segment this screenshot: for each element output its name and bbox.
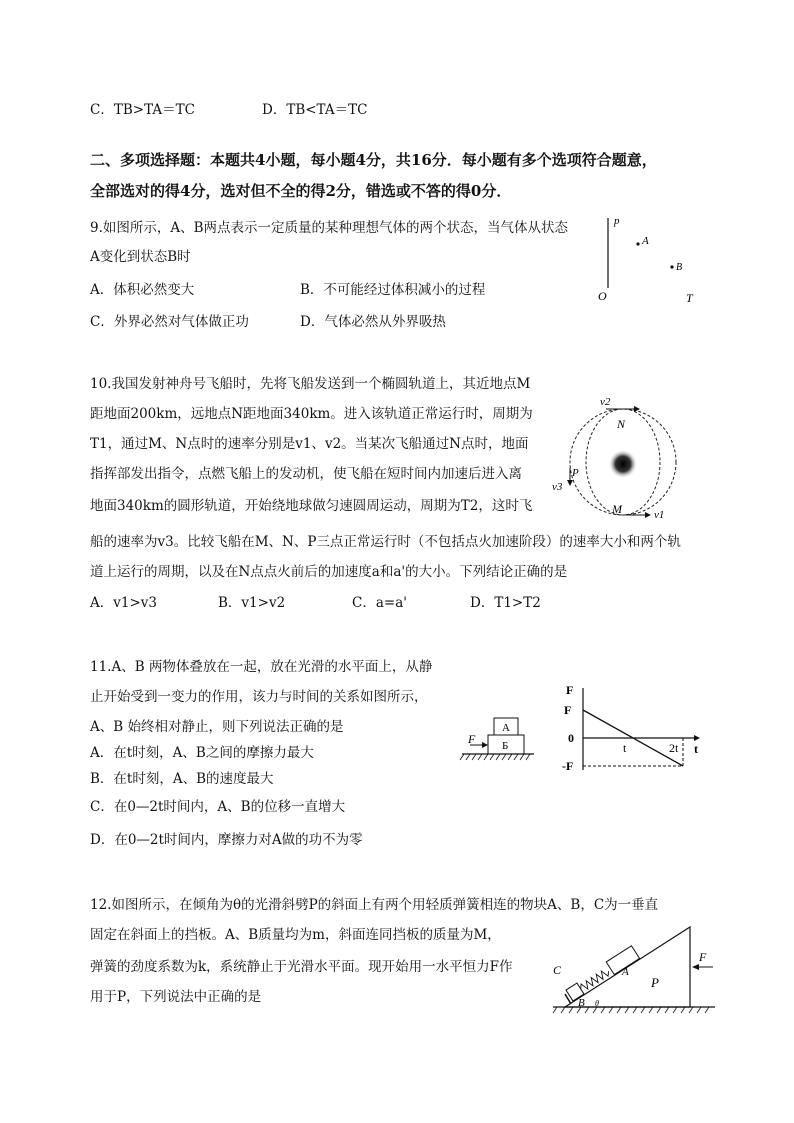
chart-y-tick-label: 0 [568,731,574,745]
q10-line1: 10.我国发射神舟号飞船时，先将飞船发送到一个椭圆轨道上，其近地点M [90,376,531,392]
q10-option-a: A．v1>v3 [90,595,157,611]
q11-option-a: A．在t时刻，A、B之间的摩擦力最大 [90,745,314,761]
q9-label-t: T [686,291,693,305]
q11-label-b: Б [502,740,509,752]
q10-option-c: C．a=a' [352,595,407,611]
q11-line3: A、B 始终相对静止，则下列说法正确的是 [90,719,344,735]
earth-icon [609,450,637,478]
q10-label-v2: v2 [600,396,611,408]
q11-line1: 11.A、B 两物体叠放在一起，放在光滑的水平面上，从静 [90,659,433,675]
q10-v1-arrowhead [645,512,651,518]
q12-line2: 固定在斜面上的挡板。A、B质量均为m，斜面连同挡板的质量为M， [90,927,501,943]
q9-label-p: p [614,215,620,227]
q10-label-v3: v3 [552,481,563,493]
q10-v3-arrowhead [567,480,573,486]
q11-force-arrowhead [482,742,488,748]
q12-ground-hatch [553,1007,709,1013]
section-header-line2: 全部选对的得4分，选对但不全的得2分，错选或不答的得0分． [90,182,512,200]
q9-stem-line1: 9.如图所示，A、B两点表示一定质量的某种理想气体的两个状态，当气体从状态 [90,220,569,236]
chart-y-axis-label: F [566,683,574,697]
q12-incline-figure [545,920,720,1020]
q10-line6: 船的速率为v3。比较飞船在M、N、P三点正常运行时（不包括点火加速阶段）的速率大小和两个轨 [90,534,681,550]
q11-line2: 止开始受到一变力的作用，该力与时间的关系如图所示， [90,689,428,705]
q10-line4: 指挥部发出指令，点燃飞船上的发动机，使飞船在短时间内加速后进入离 [90,466,522,482]
q11-option-c: C．在0—2t时间内，A、B的位移一直增大 [90,799,346,815]
q9-point-a [636,242,639,245]
q10-option-d: D．T1>T2 [470,595,541,611]
q12-label-theta: θ [595,999,599,1008]
q11-force-time-chart [558,680,708,780]
q9-option-c: C．外界必然对气体做正功 [90,314,249,330]
option-c-top: C．TB>TA＝TC [90,102,195,118]
q12-force-arrowhead [692,964,699,970]
q11-option-d: D．在0—2t时间内，摩擦力对A做的功不为零 [90,832,363,848]
q10-option-b: B．v1>v2 [218,595,286,611]
q11-ground-hatch [460,754,530,760]
q11-label-a: A [502,722,510,734]
q10-label-m: M [612,502,622,516]
chart-x-tick-label: t [623,741,627,755]
chart-x-axis-arrowhead [694,735,700,741]
q12-label-f: F [699,950,707,964]
q10-line2: 距地面200km，远地点N距地面340km。进入该轨道正常运行时，周期为 [90,406,533,422]
q10-label-v1: v1 [654,509,665,521]
chart-x-tick-label: 2t [669,741,679,755]
chart-y-tick-label: -F [562,759,574,773]
q9-option-d: D．气体必然从外界吸热 [300,314,446,330]
q12-label-a: A [622,966,629,978]
q11-label-f: F [468,732,476,746]
q12-line4: 用于P，下列说法中正确的是 [90,989,262,1005]
q11-option-b: B．在t时刻，A、B的速度最大 [90,771,274,787]
q9-point-b [670,265,673,268]
q10-orbit-figure [548,392,698,527]
q9-option-b: B．不可能经过体积减小的过程 [300,282,486,298]
section-header-line1: 二、多项选择题：本题共4小题，每小题4分，共16分．每小题有多个选项符合题意， [90,151,657,169]
option-d-top: D．TB<TA＝TC [262,102,368,118]
q12-label-b: B [578,997,585,1009]
q9-stem-line2: A变化到状态B时 [90,249,191,265]
q9-option-a: A．体积必然变大 [90,282,195,298]
q12-label-c: C [553,963,562,977]
q10-line3: T1，通过M、N点时的速率分别是v1、v2。当某次飞船通过N点时，地面 [90,436,529,452]
chart-x-axis-label: t [694,742,698,756]
q10-label-n: N [617,417,626,431]
q12-label-p: P [651,975,659,990]
q10-line5: 地面340km的圆形轨道，开始绕地球做匀速圆周运动，周期为T2，这时飞 [90,498,533,514]
q10-label-p: P [572,467,579,479]
q11-blocks-figure [458,712,538,767]
chart-y-tick-label: F [564,703,572,717]
q12-line1: 12.如图所示，在倾角为θ的光滑斜劈P的斜面上有两个用轻质弹簧相连的物块A、B，C为一垂直 [90,897,659,913]
q9-label-o: O [598,289,607,303]
q9-label-b: B [676,262,683,273]
q9-pt-figure [590,210,700,305]
q9-label-a: A [642,235,649,247]
q12-line3: 弹簧的劲度系数为k，系统静止于光滑水平面。现开始用一水平恒力F作 [90,959,513,975]
q10-line7: 道上运行的周期，以及在N点点火前后的加速度a和a'的大小。下列结论正确的是 [90,564,568,580]
